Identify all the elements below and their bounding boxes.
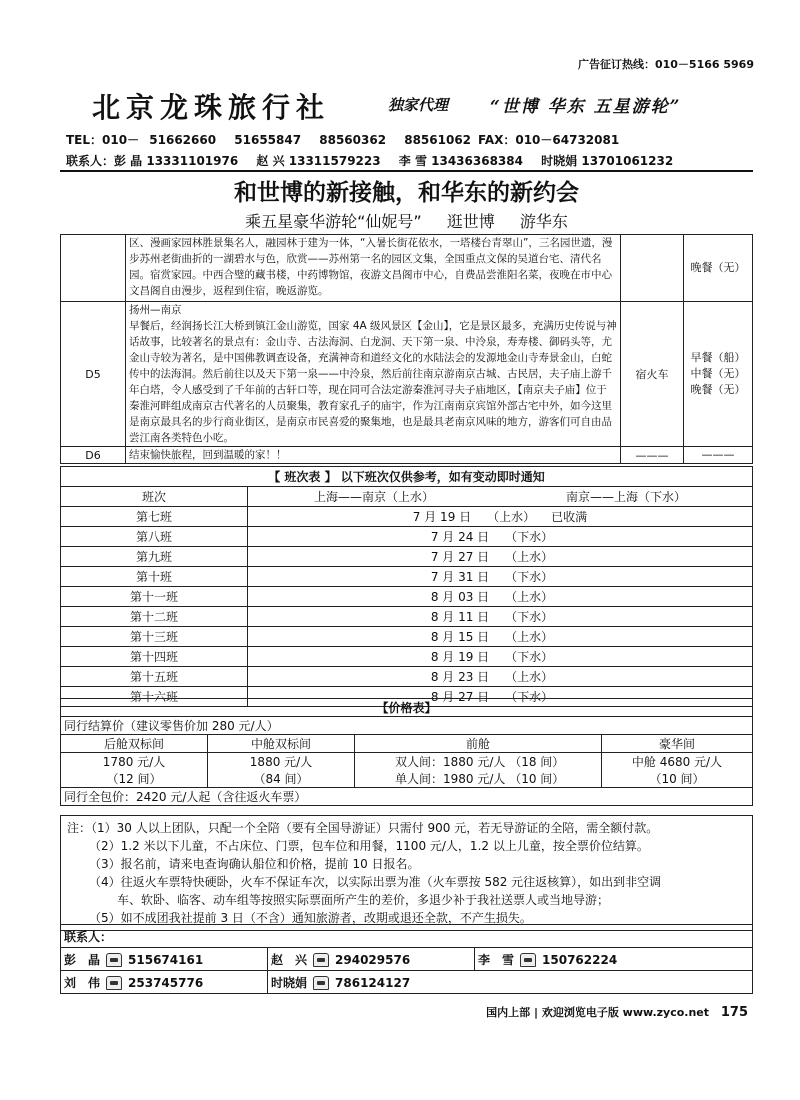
notes-block: [60, 815, 753, 931]
schedule-date: 7 月 19 日: [412, 510, 472, 524]
schedule-col-up: 上海——南京（上水）: [248, 487, 501, 507]
meal-item: 中餐（无）: [690, 367, 746, 380]
divider: [60, 170, 753, 172]
contacts-table: [60, 924, 753, 994]
schedule-name: 第十四班: [61, 647, 248, 667]
price-cell: [208, 753, 355, 788]
schedule-name: 第十六班: [61, 687, 248, 707]
schedule-dir: （上水）: [505, 630, 554, 644]
schedule-name: 第九班: [61, 547, 248, 567]
tel-line: [66, 131, 485, 148]
itinerary-desc: 结束愉快旅程，回到温暖的家！！: [126, 447, 621, 464]
contact-cell: [61, 948, 268, 971]
schedule-name: 第十五班: [61, 667, 248, 687]
itinerary-table: [60, 234, 753, 464]
schedule-dir: （上水）: [505, 550, 554, 564]
note-line: （2）1.2 米以下儿童，不占床位、门票，包车位和用餐，1100 元/人，1.2 以上儿童，按全票价位结算。: [89, 839, 649, 853]
schedule-trip: [248, 587, 753, 607]
itinerary-day: [61, 235, 126, 302]
schedule-trip: [248, 667, 753, 687]
itinerary-desc: 区、漫画家园林胜景集名人，融园林于建为一体，“入暑长街花依水，一塔楼台青翠山”，三名园世遗，漫步苏州老街曲折的一湖碧水与色，欣赏——苏州第一名的园区文集，全国重点文保的吴道台宅、清代名园。宿赏家园。中西合璧的藏书楼，中药博物馆，夜游文昌阁市中心，自费品尝淮阳名菜，夜晚在市中心文昌阁自由漫步，返程到住宿，晚返游览。: [126, 235, 621, 302]
contact-entry: 时晓娟 13701061232: [541, 154, 674, 168]
schedule-trip: [248, 627, 753, 647]
itinerary-hotel: [621, 235, 684, 302]
itinerary-meals: [684, 447, 753, 464]
schedule-row: [61, 627, 753, 647]
price-header: 前舱: [355, 735, 602, 753]
schedule-table: [60, 466, 753, 707]
meal-item: 晚餐（无）: [690, 261, 746, 274]
page-footer: [486, 1004, 748, 1020]
tel-number: 51662660: [149, 133, 217, 147]
contact-phone: 515674161: [128, 952, 204, 967]
schedule-trip: [248, 547, 753, 567]
schedule-row: [61, 647, 753, 667]
price-cell: [355, 753, 602, 788]
contact-cell: [268, 971, 753, 994]
schedule-date: 8 月 03 日: [430, 590, 490, 604]
schedule-title: 【 班次表 】 以下班次仅供参考，如有变动即时通知: [61, 467, 753, 487]
contacts-label: 联系人：: [61, 925, 753, 948]
subhead-part: 乘五星豪华游轮“仙妮号”: [245, 212, 422, 231]
phone-icon: [106, 953, 122, 967]
itinerary-row: [61, 302, 753, 447]
schedule-date: 7 月 27 日: [430, 550, 490, 564]
schedule-row: [61, 527, 753, 547]
price-value: 双人间：1880 元/人 （18 间）: [395, 755, 565, 769]
price-title: 【价格表】: [61, 699, 753, 717]
schedule-trip: [248, 527, 753, 547]
headline: 和世博的新接触，和华东的新约会: [234, 180, 579, 206]
meal-item: ———: [701, 448, 735, 461]
schedule-dir: （下水）: [505, 690, 554, 704]
contact-phone: 786124127: [335, 975, 411, 990]
price-header: 豪华间: [602, 735, 753, 753]
schedule-trip: [248, 567, 753, 587]
note-line: （3）报名前，请来电查询确认船位和价格，提前 10 日报名。: [89, 857, 420, 871]
schedule-date: 8 月 11 日: [430, 610, 490, 624]
schedule-dir: （上水）: [505, 670, 554, 684]
contact-cell: [61, 971, 268, 994]
tel-number: 88561062: [404, 133, 472, 147]
subhead-part: 游华东: [519, 212, 568, 231]
schedule-trip: [248, 607, 753, 627]
schedule-dir: （上水）: [487, 510, 536, 524]
contact-name: 时晓娟: [271, 975, 308, 990]
schedule-dir: （上水）: [505, 590, 554, 604]
schedule-name: 第八班: [61, 527, 248, 547]
schedule-date: 8 月 23 日: [430, 670, 490, 684]
company-name: 北京龙珠旅行社: [92, 91, 331, 124]
schedule-date: 8 月 19 日: [430, 650, 490, 664]
fax-number: FAX：010－64732081: [478, 133, 620, 147]
schedule-row: [61, 667, 753, 687]
tel-label: TEL：010－: [66, 133, 140, 147]
schedule-date: 7 月 31 日: [430, 570, 490, 584]
price-value: 中舱 4680 元/人: [631, 755, 723, 769]
schedule-row: [61, 507, 753, 527]
schedule-dir: （下水）: [505, 530, 554, 544]
schedule-date: 8 月 27 日: [430, 690, 490, 704]
schedule-trip: [248, 507, 753, 527]
price-rooms: （84 间）: [253, 772, 309, 786]
contact-name: 彭 晶: [64, 952, 101, 967]
ad-hotline: 广告征订热线：010－5166 5969: [577, 58, 754, 71]
schedule-name: 第十一班: [61, 587, 248, 607]
page-number: 175: [720, 1005, 748, 1020]
schedule-date: 8 月 15 日: [430, 630, 490, 644]
itinerary-row: [61, 447, 753, 464]
contact-name: 李 雪: [478, 952, 515, 967]
schedule-dir: （下水）: [505, 570, 554, 584]
meal-item: 晚餐（无）: [690, 383, 746, 396]
price-header: 中舱双标间: [208, 735, 355, 753]
schedule-row: [61, 607, 753, 627]
schedule-name: 第十班: [61, 567, 248, 587]
note-line: （5）如不成团我社提前 3 日（不含）通知旅游者，改期或退还全款，不产生损失。: [89, 911, 532, 925]
contact-entry: 李 雪 13436368384: [398, 154, 523, 168]
contact-entry: 赵 兴 13311579223: [256, 154, 381, 168]
subheadline: [60, 209, 753, 232]
note-line: （4）往返火车票特快硬卧，火车不保证车次，以实际出票为准（火车票按 582 元往返核算），如出到非空调: [89, 875, 662, 889]
contacts-line: [66, 152, 687, 169]
itinerary-day: D6: [61, 447, 126, 464]
itinerary-meals: [684, 235, 753, 302]
price-header: 后舱双标间: [61, 735, 208, 753]
itinerary-row: [61, 235, 753, 302]
price-rooms: （10 间）: [649, 772, 705, 786]
schedule-name: 第十二班: [61, 607, 248, 627]
schedule-row: [61, 567, 753, 587]
schedule-date: 7 月 24 日: [430, 530, 490, 544]
schedule-row: [61, 587, 753, 607]
price-value: 1880 元/人: [249, 755, 313, 769]
schedule-col-name: 班次: [61, 487, 248, 507]
schedule-note: 已收满: [551, 510, 588, 524]
tel-number: 51655847: [234, 133, 302, 147]
itinerary-day: D5: [61, 302, 126, 447]
schedule-name: 第十三班: [61, 627, 248, 647]
contact-phone: 150762224: [542, 952, 618, 967]
phone-icon: [106, 976, 122, 990]
phone-icon: [313, 976, 329, 990]
schedule-dir: （下水）: [505, 610, 554, 624]
schedule-dir: （下水）: [505, 650, 554, 664]
phone-icon: [520, 953, 536, 967]
contact-phone: 294029576: [335, 952, 411, 967]
schedule-trip: [248, 647, 753, 667]
meal-item: 早餐（船）: [690, 351, 746, 364]
price-value: 1780 元/人: [102, 755, 166, 769]
contact-entry: 联系人：彭 晶 13331101976: [66, 154, 239, 168]
contact-phone: 253745776: [128, 975, 204, 990]
itinerary-hotel: 宿火车: [621, 302, 684, 447]
itinerary-hotel: ———: [621, 447, 684, 464]
schedule-col-down: 南京——上海（下水）: [500, 487, 753, 507]
price-cell: [61, 753, 208, 788]
brand-tagline: “世博 华东 五星游轮”: [490, 97, 682, 117]
contact-name: 刘 伟: [64, 975, 101, 990]
note-line: 车、软卧、临客、动车组等按照实际票面所产生的差价，多退少补于我社送票人或当地导游；: [117, 893, 610, 907]
schedule-name: 第七班: [61, 507, 248, 527]
footer-text: 国内上部 | 欢迎浏览电子版 www.zyco.net: [486, 1006, 710, 1019]
itinerary-desc: 扬州—南京 早餐后，经润扬长江大桥到镇江金山游览，国家 4A 级风景区【金山】，它是景区最多，充满历史传说与神话故事，比较著名的景点有：金山寺、古法海洞、白龙洞、天下第一泉、中泠泉，寿寿楼、御码头等，尤金山寺较为著名，是中国佛教调查设备，充满神奇和道经文化的水陆法会的发源地金山寺寿景金山，白蛇传中的法海洞。然后前往以及天下第一泉——中泠泉，然后前往南京游南京古城、古民居，夫子庙上游千年白塔，令人感受到了千年前的古轩口等，现在同可合法定游秦淮河寻夫子庙地区，【南京夫子庙】位于秦淮河畔组成南京古代著名的人员聚集，教育家孔子的庙宇，作为江南南京宾馆外部古宅中外，如今这里是南京最具名的步行商业街区，是南京市民喜爱的聚集地，也是最具老南京风味的地方，游客们可自由品尝江南各类特色小吃。: [126, 302, 621, 447]
price-value: 单人间：1980 元/人 （10 间）: [395, 772, 565, 786]
price-table: [60, 698, 753, 806]
contact-name: 赵 兴: [271, 952, 308, 967]
agency-label: 独家代理: [388, 96, 449, 114]
subhead-part: 逛世博: [446, 212, 495, 231]
price-cell: [602, 753, 753, 788]
contact-cell: [475, 948, 753, 971]
itinerary-meals: [684, 302, 753, 447]
price-rooms: （12 间）: [106, 772, 162, 786]
contact-cell: [268, 948, 475, 971]
schedule-row: [61, 547, 753, 567]
price-settle: 同行结算价（建议零售价加 280 元/人）: [61, 717, 753, 735]
tel-number: 88560362: [319, 133, 387, 147]
note-line: 注：（1）30 人以上团队，只配一个全陪（要有全国导游证）只需付 900 元，若无导游证的全陪，需全额付款。: [67, 821, 659, 835]
price-full: 同行全包价：2420 元/人起（含往返火车票）: [61, 788, 753, 806]
phone-icon: [313, 953, 329, 967]
